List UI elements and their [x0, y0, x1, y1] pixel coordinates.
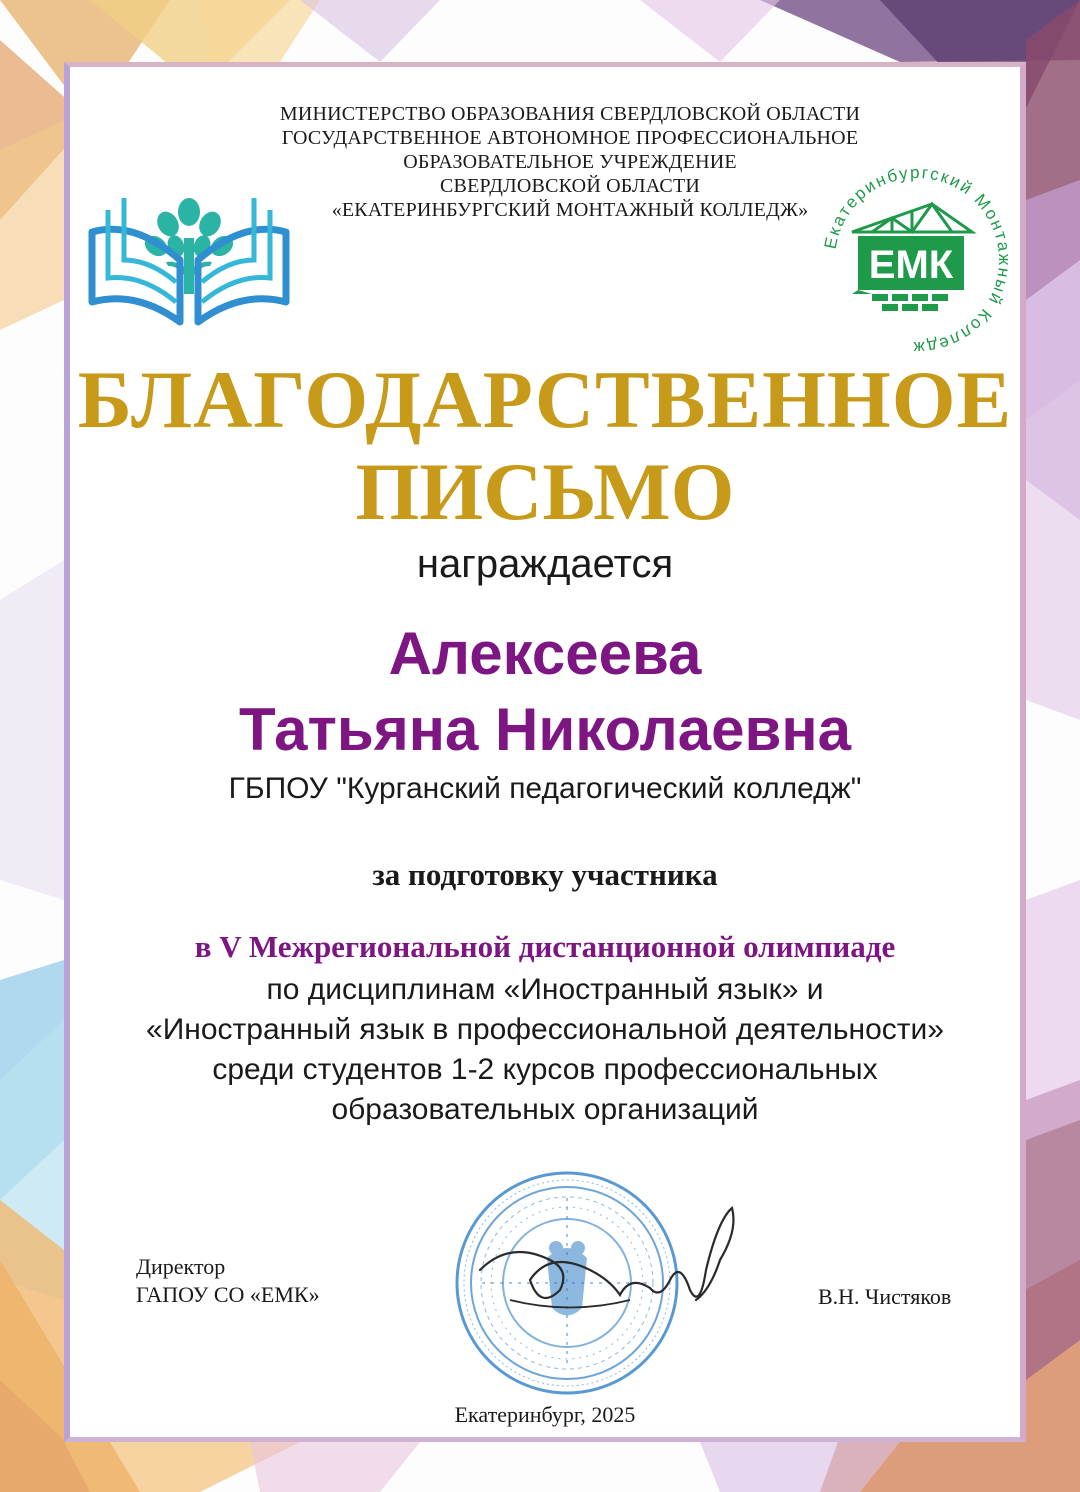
header-line-2: ГОСУДАРСТВЕННОЕ АВТОНОМНОЕ ПРОФЕССИОНАЛЬНОЕ	[281, 127, 859, 149]
recipient-organization: ГБПОУ "Курганский педагогический колледж"	[228, 772, 862, 805]
header-line-4: СВЕРДЛОВСКОЙ ОБЛАСТИ	[439, 175, 700, 197]
event-line-2: «Иностранный язык в профессиональной деятельности»	[146, 1013, 944, 1046]
director-signature	[470, 1200, 770, 1330]
emk-ring-text: Екатеринбургский Монтажный Колледж	[820, 162, 1015, 358]
emk-abbr: ЕМК	[868, 243, 954, 287]
event-line-3: среди студентов 1-2 курсов профессиональных	[212, 1053, 878, 1086]
title-line-2: ПИСЬМО	[355, 446, 735, 537]
header-line-1: МИНИСТЕРСТВО ОБРАЗОВАНИЯ СВЕРДЛОВСКОЙ ОБЛАСТИ	[279, 103, 861, 125]
event-title: в V Межрегиональной дистанционной олимпиаде	[194, 929, 896, 964]
ministry-header	[200, 102, 940, 222]
city-year: Екатеринбург, 2025	[454, 1402, 636, 1427]
event-line-4: образовательных организаций	[331, 1093, 759, 1126]
header-line-3: ОБРАЗОВАТЕЛЬНОЕ УЧРЕЖДЕНИЕ	[403, 151, 737, 173]
header-line-5: «ЕКАТЕРИНБУРГСКИЙ МОНТАЖНЫЙ КОЛЛЕДЖ»	[331, 199, 809, 221]
signatory-position-line-1: Директор	[136, 1254, 226, 1279]
signatory-position-line-2: ГАПОУ СО «ЕМК»	[136, 1282, 320, 1307]
recipient-surname: Алексеева	[388, 620, 702, 687]
event-description	[50, 970, 1040, 1130]
event-line-1: по дисциплинам «Иностранный язык» и	[266, 973, 824, 1006]
recipient-given-name: Татьяна Николаевна	[238, 696, 852, 763]
title-line-1: БЛАГОДАРСТВЕННОЕ	[77, 354, 1013, 445]
award-reason: за подготовку участника	[372, 857, 718, 892]
awarded-text: награждается	[416, 542, 674, 586]
signatory-name: В.Н. Чистяков	[818, 1284, 952, 1309]
